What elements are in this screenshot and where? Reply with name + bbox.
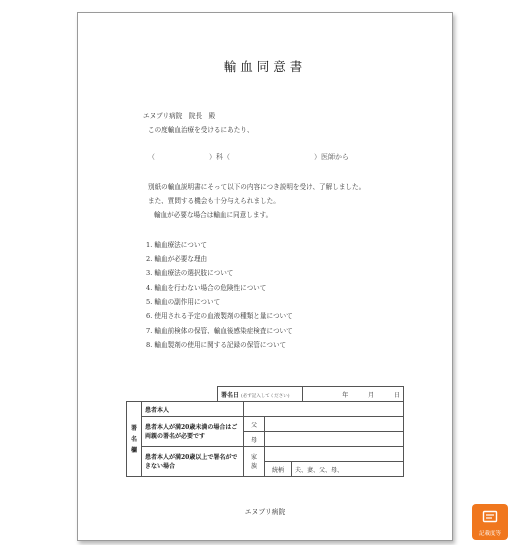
explanation-line-3: 輸血が必要な場合は輸血に同意します。 xyxy=(154,211,273,219)
signature-side-label: 署名欄 xyxy=(127,402,142,477)
intro-text: この度輸血治療を受けるにあたり、 xyxy=(148,126,254,134)
dept-paren-open: （ xyxy=(148,153,155,161)
edit-badge-button[interactable] xyxy=(472,504,508,540)
signature-date-note: (必ず記入してください) xyxy=(240,393,290,399)
signature-date-label: 署名日 xyxy=(221,391,240,399)
consent-form-page xyxy=(77,12,453,541)
document-icon xyxy=(482,508,498,527)
list-item: 3. 輸血療法の選択肢について xyxy=(146,269,234,277)
mother-signature[interactable] xyxy=(265,432,404,447)
signature-date-field[interactable] xyxy=(303,387,404,402)
minor-note: 患者本人が満20歳未満の場合はご両親の署名が必要です xyxy=(142,417,244,447)
form-title: 輸血同意書 xyxy=(223,59,307,74)
mother-label: 母 xyxy=(244,432,265,447)
list-item: 6. 使用される予定の血液製剤の種類と量について xyxy=(146,312,293,320)
family-signature[interactable] xyxy=(265,447,404,462)
patient-self-signature[interactable] xyxy=(244,402,404,417)
badge-label: 記載度等 xyxy=(478,530,501,537)
list-item: 2. 輸血が必要な理由 xyxy=(146,255,208,263)
year-label: 年 xyxy=(342,391,349,399)
explanation-line-1: 別紙の輸血説明書にそって以下の内容につき説明を受け、了解しました。 xyxy=(148,183,366,191)
list-item: 1. 輸血療法について xyxy=(146,241,208,249)
list-item: 7. 輸血前検体の保管、輸血後感染症検査について xyxy=(146,327,293,335)
doctor-label: ）医師から xyxy=(314,153,349,161)
explanation-line-2: また、質問する機会も十分与えられました。 xyxy=(148,197,280,205)
list-item: 8. 輸血製剤の使用に関する記録の保管について xyxy=(146,341,287,349)
father-signature[interactable] xyxy=(265,417,404,432)
relationship-options[interactable]: 夫、妻、父、母、 xyxy=(292,462,404,477)
list-item: 4. 輸血を行わない場合の危険性について xyxy=(146,284,267,292)
hospital-footer: エヌブリ病院 xyxy=(244,508,286,516)
signature-date-table xyxy=(217,386,404,402)
list-item: 5. 輸血の副作用について xyxy=(146,298,221,306)
day-label: 日 xyxy=(393,391,400,399)
signature-date-header xyxy=(218,387,303,402)
relationship-label: 続柄 xyxy=(265,462,292,477)
father-label: 父 xyxy=(244,417,265,432)
proxy-note: 患者本人が満20歳以上で署名ができない場合 xyxy=(142,447,244,477)
addressee: エヌブリ病院 院長 殿 xyxy=(143,112,216,120)
signature-table xyxy=(126,401,404,477)
patient-self-label: 患者本人 xyxy=(142,402,244,417)
month-label: 月 xyxy=(368,391,375,399)
family-label: 家族 xyxy=(244,447,265,477)
dept-label: ）科（ xyxy=(209,153,230,161)
